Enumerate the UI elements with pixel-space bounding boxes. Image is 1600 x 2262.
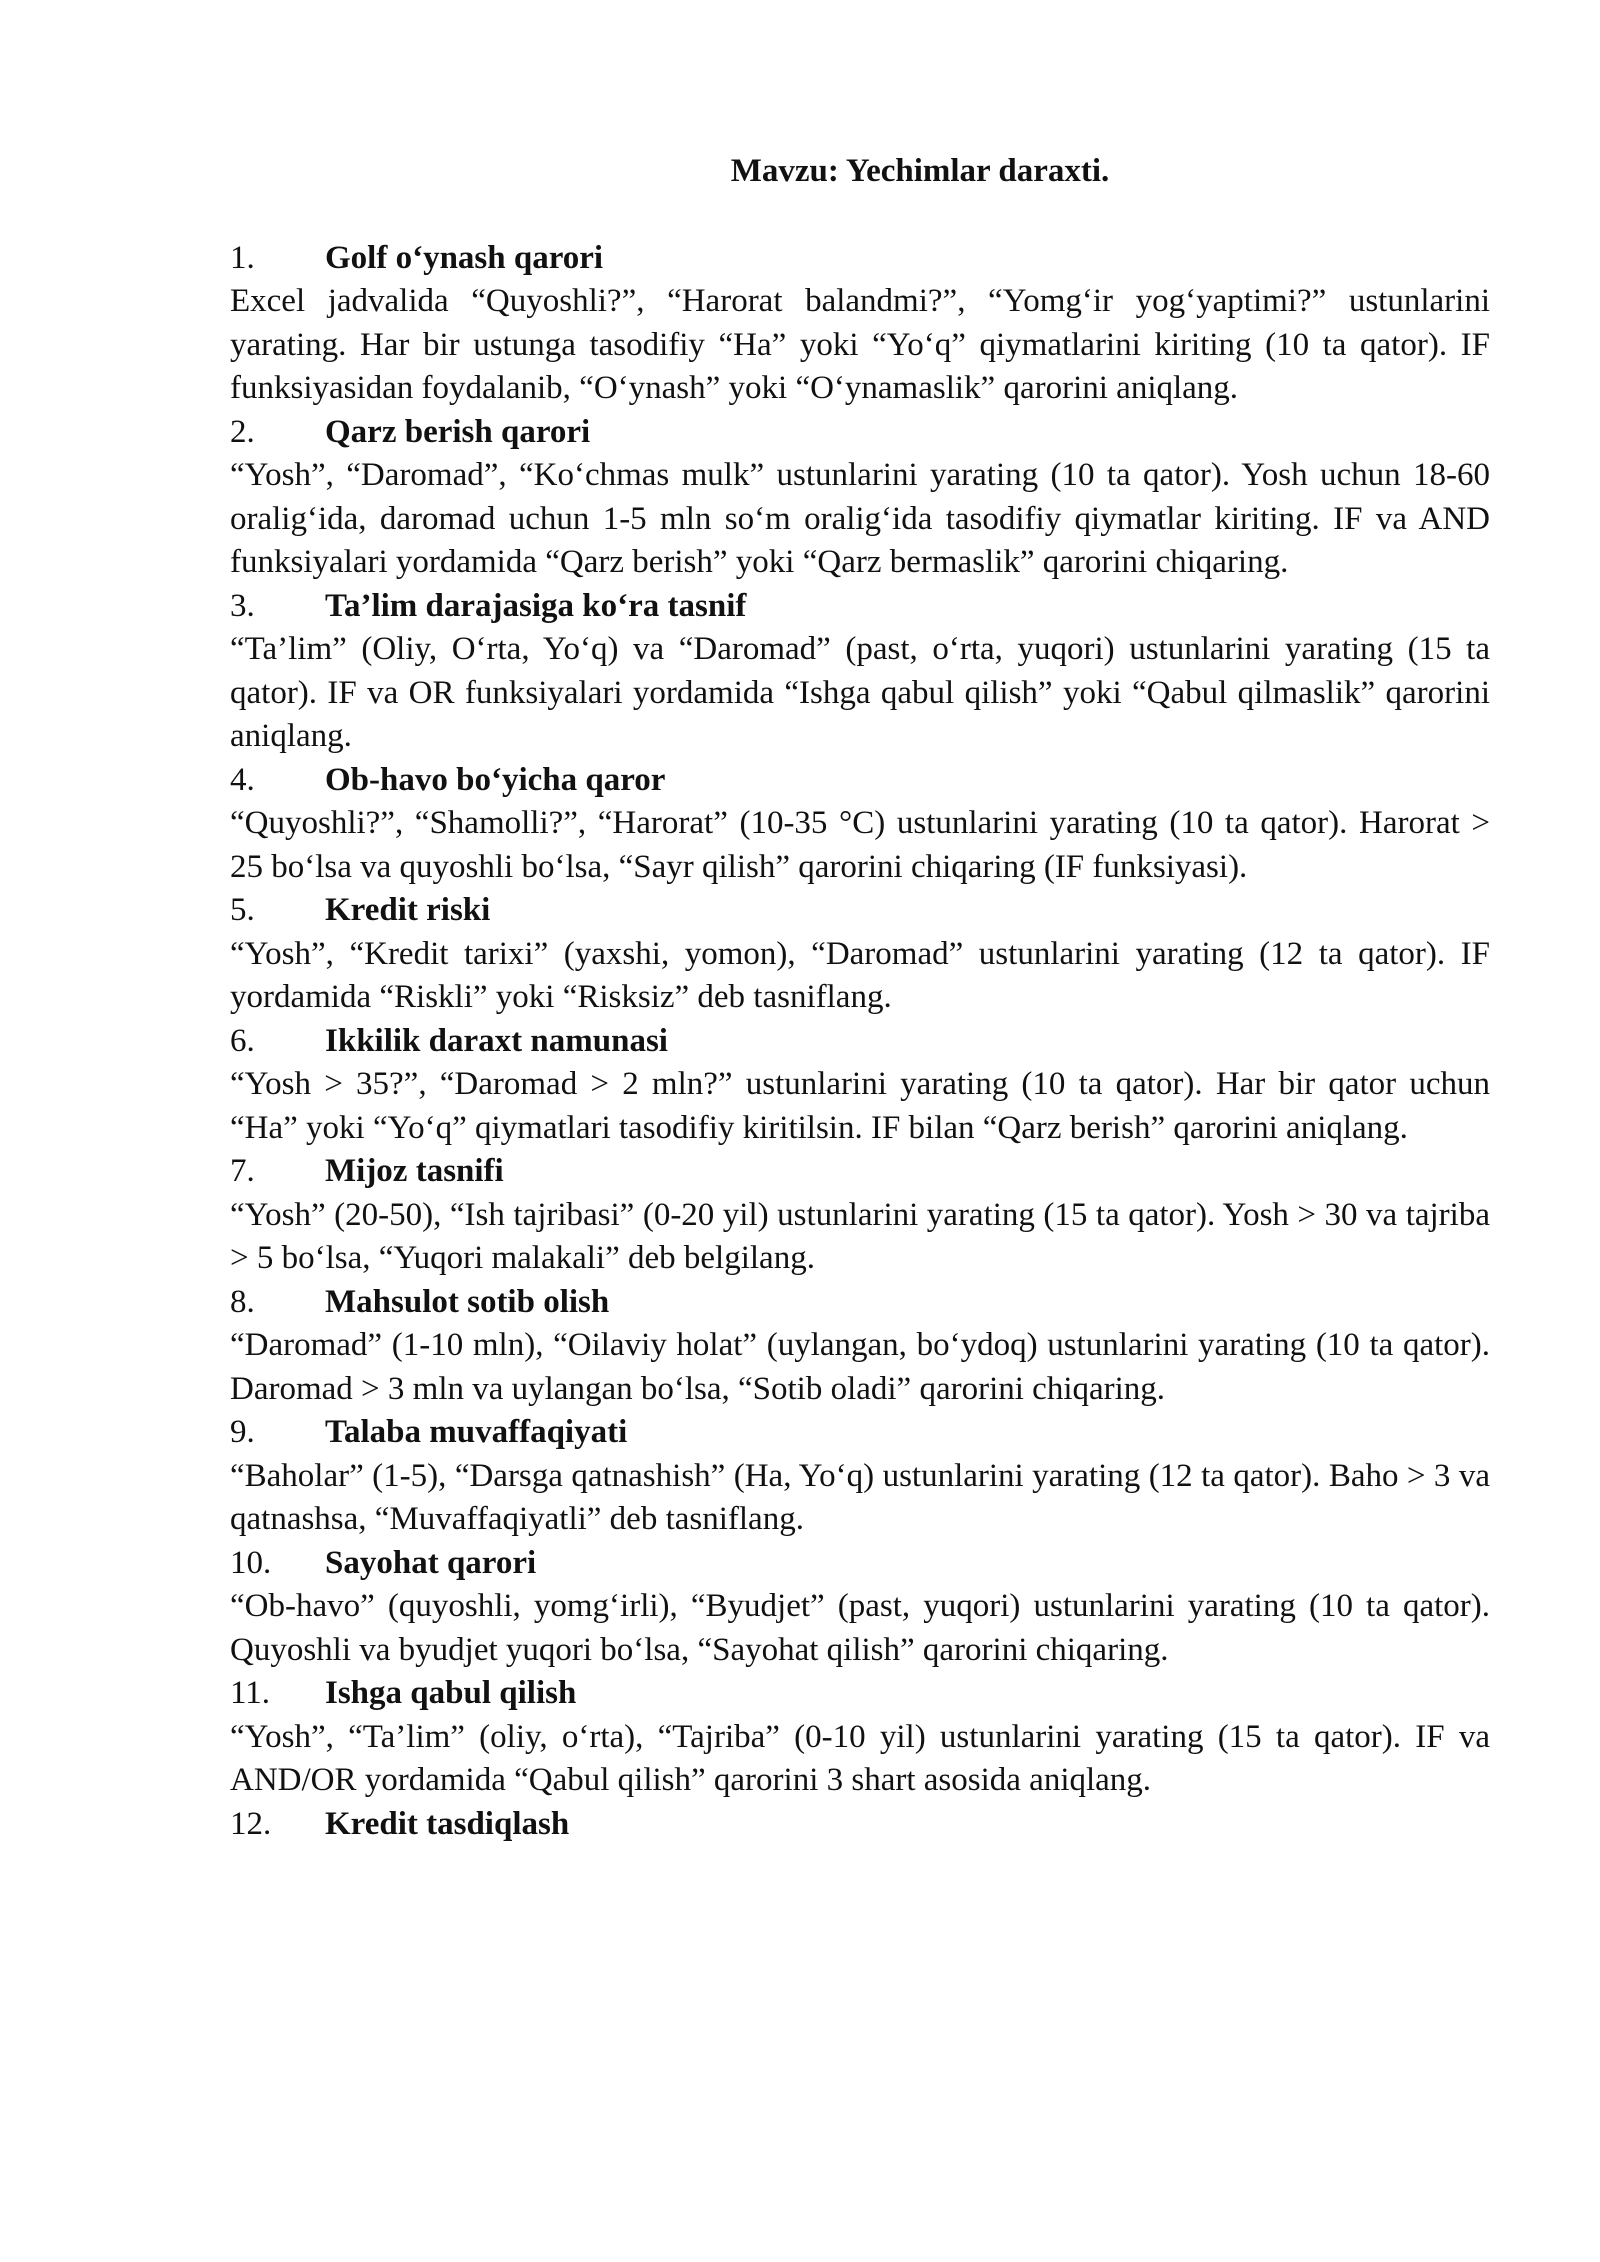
document-page [230, 150, 1490, 1846]
task-item [230, 237, 1490, 411]
task-item [230, 1672, 1490, 1803]
task-item [230, 889, 1490, 1020]
task-title: Ob-havo bo‘yicha qaror [325, 761, 666, 798]
task-heading [230, 411, 1490, 455]
task-description: “Yosh”, “Kredit tarixi” (yaxshi, yomon), “Daromad” ustunlarini yarating (12 ta qator). IF yordamida “Riskli” yoki “Risksiz” deb tasniflang. [230, 935, 1490, 1015]
task-heading [230, 1803, 1490, 1847]
page-title: Mavzu: Yechimlar daraxti. [730, 153, 1110, 189]
task-number: 1. [230, 239, 255, 276]
task-heading [230, 759, 1490, 803]
task-description: “Ta’lim” (Oliy, O‘rta, Yo‘q) va “Daromad” (past, o‘rta, yuqori) ustunlarini yarating (15 ta qator). IF va OR funksiyalari yordamida “Ishga qabul qilish” yoki “Qabul qilmaslik” qarorini aniqlang. [230, 631, 1490, 754]
task-number: 6. [230, 1022, 255, 1059]
task-title: Ishga qabul qilish [325, 1675, 577, 1711]
task-item [230, 585, 1490, 759]
task-title: Ikkilik daraxt namunasi [325, 1022, 668, 1059]
task-description: Excel jadvalida “Quyoshli?”, “Harorat balandmi?”, “Yomg‘ir yog‘yaptimi?” ustunlarini yarating. Har bir ustunga tasodifiy “Ha” yoki “Yo‘q” qiymatlarini kiriting (10 ta qator). IF funksiyasidan foydalanib, “O‘ynash” yoki “O‘ynamaslik” qarorini aniqlang. [230, 283, 1490, 406]
task-item [230, 1411, 1490, 1542]
task-title: Kredit riski [325, 892, 491, 928]
task-description: “Daromad” (1-10 mln), “Oilaviy holat” (uylangan, bo‘ydoq) ustunlarini yarating (10 ta qator). Daromad > 3 mln va uylangan bo‘lsa, “Sotib oladi” qarorini chiqaring. [230, 1327, 1490, 1407]
task-heading [230, 1411, 1490, 1455]
task-item [230, 1542, 1490, 1673]
task-description: “Baholar” (1-5), “Darsga qatnashish” (Ha, Yo‘q) ustunlarini yarating (12 ta qator). Baho > 3 va qatnashsa, “Muvaffaqiyatli” deb tasniflang. [230, 1457, 1490, 1537]
task-heading [230, 1542, 1490, 1586]
task-heading [230, 1672, 1490, 1716]
task-title: Golf o‘ynash qarori [325, 239, 604, 276]
task-item [230, 759, 1490, 890]
task-description: “Yosh”, “Ta’lim” (oliy, o‘rta), “Tajriba” (0-10 yil) ustunlarini yarating (15 ta qator). IF va AND/OR yordamida “Qabul qilish” qarorini 3 shart asosida aniqlang. [230, 1718, 1490, 1798]
task-title: Mijoz tasnifi [325, 1153, 504, 1189]
task-list [230, 237, 1490, 1847]
task-title: Sayohat qarori [325, 1544, 537, 1581]
task-heading [230, 1020, 1490, 1064]
task-heading [230, 1281, 1490, 1325]
task-item [230, 1281, 1490, 1412]
task-item [230, 1150, 1490, 1281]
task-title: Qarz berish qarori [325, 413, 591, 450]
task-item [230, 1020, 1490, 1151]
task-number: 4. [230, 761, 255, 798]
task-item [230, 1803, 1490, 1847]
task-title: Talaba muvaffaqiyati [325, 1414, 628, 1450]
task-title: Ta’lim darajasiga ko‘ra tasnif [325, 587, 747, 624]
task-number: 9. [230, 1414, 255, 1450]
task-number: 12. [230, 1805, 272, 1842]
task-heading [230, 585, 1490, 629]
task-number: 2. [230, 413, 255, 450]
task-number: 8. [230, 1283, 255, 1320]
task-heading [230, 1150, 1490, 1194]
task-item [230, 411, 1490, 585]
task-description: “Yosh”, “Daromad”, “Ko‘chmas mulk” ustunlarini yarating (10 ta qator). Yosh uchun 18-60 oralig‘ida, daromad uchun 1-5 mln so‘m oralig‘ida tasodifiy qiymatlar kiriting. IF va AND funksiyalari yordamida “Qarz berish” yoki “Qarz bermaslik” qarorini chiqaring. [230, 457, 1490, 580]
task-description: “Yosh” (20-50), “Ish tajribasi” (0-20 yil) ustunlarini yarating (15 ta qator). Yosh > 30 va tajriba > 5 bo‘lsa, “Yuqori malakali” deb belgilang. [230, 1196, 1490, 1276]
task-description: “Quyoshli?”, “Shamolli?”, “Harorat” (10-35 °C) ustunlarini yarating (10 ta qator). Harorat > 25 bo‘lsa va quyoshli bo‘lsa, “Sayr qilish” qarorini chiqaring (IF funksiyasi). [230, 805, 1490, 885]
task-number: 5. [230, 892, 255, 928]
task-number: 10. [230, 1544, 272, 1581]
task-number: 3. [230, 587, 255, 624]
task-number: 7. [230, 1153, 255, 1189]
task-description: “Ob-havo” (quyoshli, yomg‘irli), “Byudjet” (past, yuqori) ustunlarini yarating (10 ta qator). Quyoshli va byudjet yuqori bo‘lsa, “Sayohat qilish” qarorini chiqaring. [230, 1588, 1490, 1668]
task-title: Mahsulot sotib olish [325, 1283, 610, 1320]
task-description: “Yosh > 35?”, “Daromad > 2 mln?” ustunlarini yarating (10 ta qator). Har bir qator uchun “Ha” yoki “Yo‘q” qiymatlari tasodifiy kiritilsin. IF bilan “Qarz berish” qarorini aniqlang. [230, 1066, 1490, 1146]
task-title: Kredit tasdiqlash [325, 1805, 570, 1842]
task-heading [230, 889, 1490, 933]
task-heading [230, 237, 1490, 281]
task-number: 11. [230, 1675, 271, 1711]
